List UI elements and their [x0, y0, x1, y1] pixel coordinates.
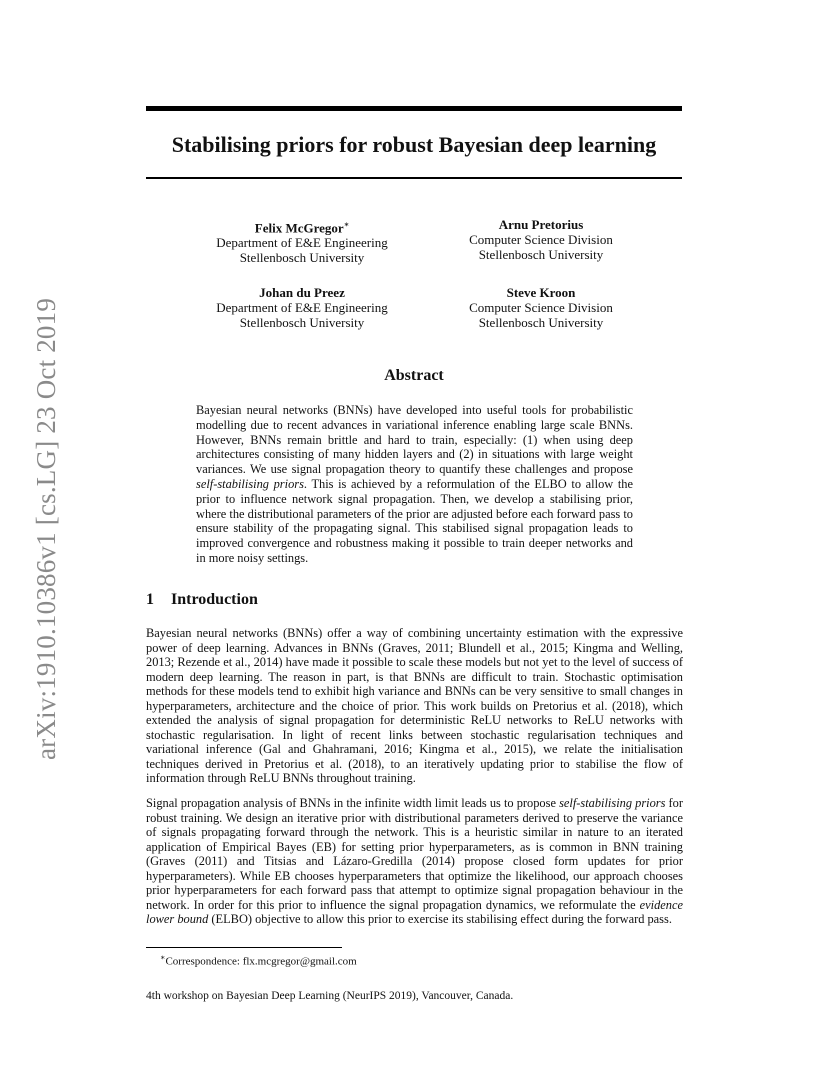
- section-title: Introduction: [171, 591, 258, 608]
- author-block: [426, 217, 656, 262]
- emphasis: self-stabilising priors: [196, 476, 304, 491]
- paragraph: Signal propagation analysis of BNNs in the infinite width limit leads us to propose self-stabilising priors for robust training. We design an iterative prior with distributional parameters derived to preserve the variance of signals propagating forward through the network. This is a heuristic similar in nature to an iterated application of Empirical Bayes (EB) for setting prior hyperparameters, as is common in BNN training (Graves (2011) and Titsias and Lázaro-Gredilla (2014) propose closed form updates for prior hyperparameters). While EB chooses hyperparameters that optimize the likelihood, our approach chooses prior hyperparameters for each forward pass that attempt to optimize signal propagation behaviour in the network. In order for this prior to influence the signal propagation dynamics, we reformulate the evidence lower bound (ELBO) objective to allow this prior to exercise its stabilising effect during the forward pass.: [146, 796, 683, 926]
- author-institution: Stellenbosch University: [239, 250, 365, 266]
- abstract-heading: Abstract: [384, 367, 444, 384]
- author-name: Arnu Pretorius: [498, 217, 584, 232]
- author-affiliation: Computer Science Division: [469, 300, 613, 315]
- section-heading: [146, 591, 258, 609]
- author-institution: Stellenbosch University: [478, 247, 604, 262]
- arxiv-identifier-stamp: arXiv:1910.10386v1 [cs.LG] 23 Oct 2019: [31, 297, 61, 760]
- paper-title: Stabilising priors for robust Bayesian deep learning: [171, 132, 657, 157]
- author-affiliation: Computer Science Division: [469, 232, 613, 247]
- author-block: [187, 217, 417, 265]
- footnote-mark: ∗: [160, 953, 166, 962]
- author-institution: Stellenbosch University: [239, 315, 365, 330]
- emphasis: self-stabilising priors: [559, 796, 666, 810]
- author-affiliation: Department of E&E Engineering: [216, 235, 388, 251]
- footnote-mark: ∗: [343, 220, 350, 229]
- title-bottom-rule: [146, 177, 682, 179]
- venue-footer: 4th workshop on Bayesian Deep Learning (NeurIPS 2019), Vancouver, Canada.: [146, 990, 514, 1002]
- paragraph: Bayesian neural networks (BNNs) offer a way of combining uncertainty estimation with the expressive power of deep learning. Advances in BNNs (Graves, 2011; Blundell et al., 2015; Kingma and Welling, 2013; Rezende et al., 2014) have made it possible to scale these models but not yet to the level of success of modern deep learning. The reason in part, is that BNNs are difficult to train. Stochastic optimisation methods for these models tend to exhibit high variance and BNNs can be very sensitive to small changes in hyperparameters, architecture and the choice of prior. This work builds on Pretorius et al. (2018), which extended the analysis of signal propagation for deterministic ReLU networks to ReLU networks with stochastic regularisation. In light of recent links between stochastic regularisation techniques and variational inference (Gal and Ghahramani, 2016; Kingma et al., 2015), we relate the initialisation techniques derived in Pretorius et al. (2018), to an iteratively updating prior to stabilise the flow of information through ReLU BNNs throughout training.: [146, 626, 683, 785]
- author-affiliation: Department of E&E Engineering: [216, 300, 388, 315]
- footnote-text: Correspondence: flx.mcgregor@gmail.com: [165, 955, 357, 968]
- author-name: Johan du Preez: [259, 285, 345, 300]
- author-name: Felix McGregor: [254, 220, 344, 236]
- footnote: [160, 951, 357, 969]
- footnote-rule: [146, 947, 342, 948]
- author-name: Steve Kroon: [506, 285, 576, 300]
- abstract-body: Bayesian neural networks (BNNs) have developed into useful tools for probabilistic modelling due to recent advances in variational inference enabling large scale BNNs. However, BNNs remain brittle and hard to train, especially: (1) when using deep architectures consisting of many hidden layers and (2) in situations with large weight variances. We use signal propagation theory to quantify these challenges and propose self-stabilising priors. This is achieved by a reformulation of the ELBO to allow the prior to influence network signal propagation. Then, we develop a stabilising prior, where the distributional parameters of the prior are adjusted before each forward pass to ensure stability of the propagating signal. This stabilised signal propagation leads to improved convergence and robustness making it possible to train deeper networks and in more noisy settings.: [196, 403, 633, 565]
- author-block: [187, 285, 417, 330]
- title-top-rule: [146, 106, 682, 111]
- author-institution: Stellenbosch University: [478, 315, 604, 330]
- author-block: [426, 285, 656, 330]
- emphasis: evidence lower bound: [146, 897, 683, 926]
- section-number: 1: [146, 591, 154, 608]
